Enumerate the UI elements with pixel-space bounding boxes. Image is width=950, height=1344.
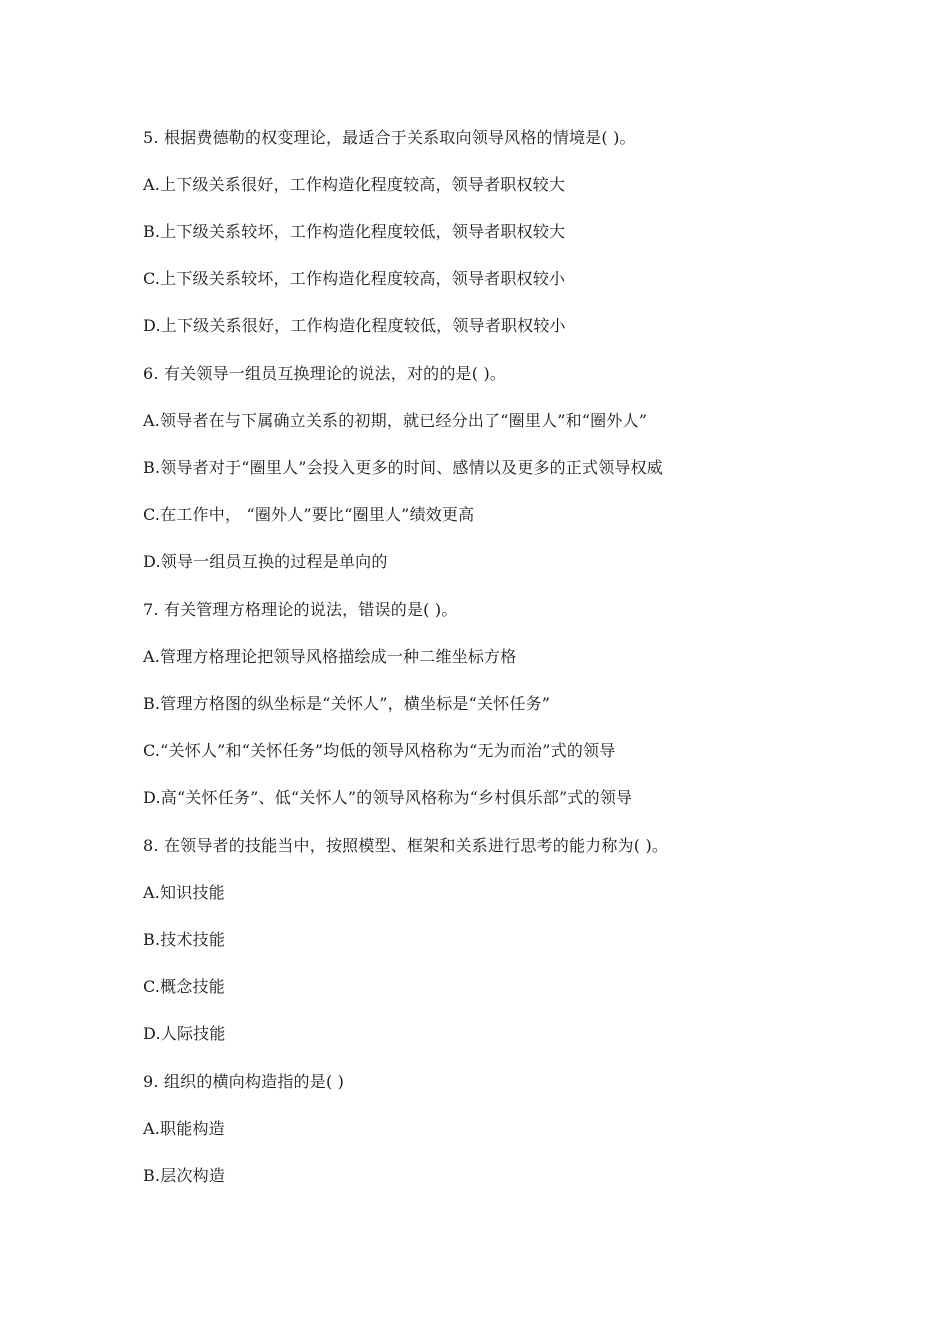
question-7-option-b: B.管理方格图的纵坐标是“关怀人”，横坐标是“关怀任务” <box>143 694 551 713</box>
question-9-stem: 9. 组织的横向构造指的是( ) <box>143 1072 345 1091</box>
question-7-option-a: A.管理方格理论把领导风格描绘成一种二维坐标方格 <box>143 647 517 666</box>
question-8-option-d: D.人际技能 <box>143 1024 226 1043</box>
question-5-stem: 5. 根据费德勒的权变理论，最适合于关系取向领导风格的情境是( )。 <box>143 128 636 147</box>
question-6-option-d: D.领导一组员互换的过程是单向的 <box>143 552 388 571</box>
question-5-option-d: D.上下级关系很好，工作构造化程度较低，领导者职权较小 <box>143 316 566 335</box>
question-6-option-c: C.在工作中， “圈外人”要比“圈里人”绩效更高 <box>143 505 475 524</box>
question-8-option-c: C.概念技能 <box>143 977 225 996</box>
question-5-option-a: A.上下级关系很好，工作构造化程度较高，领导者职权较大 <box>143 175 566 194</box>
question-5-option-b: B.上下级关系较坏，工作构造化程度较低，领导者职权较大 <box>143 222 566 241</box>
question-8-option-b: B.技术技能 <box>143 930 226 949</box>
question-8-option-a: A.知识技能 <box>143 883 225 902</box>
question-6-option-b: B.领导者对于“圈里人”会投入更多的时间、感情以及更多的正式领导权威 <box>143 458 664 477</box>
question-5-option-c: C.上下级关系较坏，工作构造化程度较高，领导者职权较小 <box>143 269 566 288</box>
question-8-stem: 8. 在领导者的技能当中，按照模型、框架和关系进行思考的能力称为( )。 <box>143 836 669 855</box>
question-6-option-a: A.领导者在与下属确立关系的初期，就已经分出了“圈里人”和“圈外人” <box>143 411 648 430</box>
question-7-stem: 7. 有关管理方格理论的说法，错误的是( )。 <box>143 600 458 619</box>
question-6-stem: 6. 有关领导一组员互换理论的说法，对的的是( )。 <box>143 364 507 383</box>
question-9-option-a: A.职能构造 <box>143 1119 225 1138</box>
question-7-option-c: C.“关怀人”和“关怀任务”均低的领导风格称为“无为而治”式的领导 <box>143 741 616 760</box>
question-7-option-d: D.高“关怀任务”、低“关怀人”的领导风格称为“乡村俱乐部”式的领导 <box>143 788 633 807</box>
question-9-option-b: B.层次构造 <box>143 1166 226 1185</box>
